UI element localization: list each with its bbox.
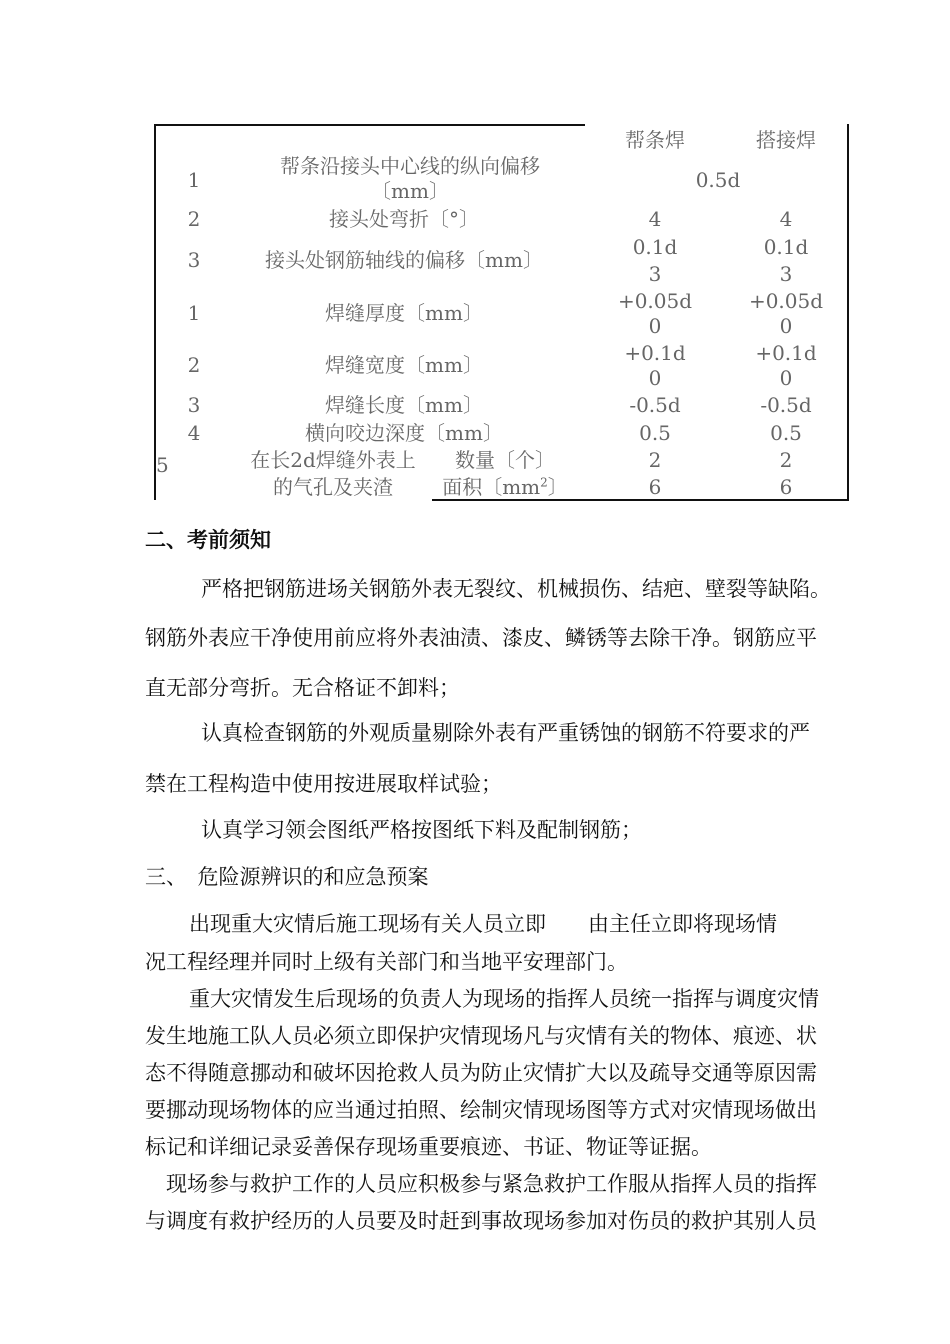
row-value-1-b: 3 <box>648 262 662 286</box>
row-number: 2 <box>187 207 201 231</box>
row-value-1: -0.5d <box>629 393 681 417</box>
table-left-border <box>154 124 156 500</box>
row-number: 3 <box>187 248 201 272</box>
row-value-2: 2 <box>779 448 793 472</box>
sub-item-area-prefix: 面积〔mm <box>442 475 541 499</box>
sub-item-area-sup: 2 <box>540 475 548 490</box>
paragraph-line: 禁在工程构造中使用按进展取样试验； <box>145 772 502 796</box>
row-value-1-a: 0.1d <box>632 235 678 259</box>
row-number: 1 <box>187 301 201 325</box>
row-value-2-b: 0 <box>779 314 793 338</box>
sub-item-area-suffix: 〕 <box>547 475 568 499</box>
row-item: 横向咬边深度〔mm〕 <box>305 421 503 445</box>
paragraph-line: 重大灾情发生后现场的负责人为现场的指挥人员统一指挥与调度灾情 <box>189 987 819 1011</box>
header-bangtiao-weld: 帮条焊 <box>625 128 685 152</box>
row-value-2-a: +0.05d <box>748 289 824 313</box>
row-value-2: 4 <box>779 207 793 231</box>
row-number: 2 <box>187 353 201 377</box>
row-number: 4 <box>187 421 201 445</box>
paragraph-line: 态不得随意挪动和破坏因抢救人员为防止灾情扩大以及疏导交通等原因需 <box>145 1061 817 1085</box>
section-heading: 三、 危险源辨识的和应急预案 <box>145 865 429 889</box>
row-item: 接头处钢筋轴线的偏移〔mm〕 <box>265 248 543 272</box>
row-value-1: 2 <box>648 448 662 472</box>
row-item: 在长2d焊缝外表上 <box>250 448 416 472</box>
row-number: 3 <box>187 393 201 417</box>
welding-tolerance-table <box>0 0 950 520</box>
section-heading: 二、考前须知 <box>145 527 271 552</box>
row-item-cont: 的气孔及夹渣 <box>273 475 393 499</box>
row-merged-value: 0.5d <box>695 168 741 192</box>
paragraph-line: 出现重大灾情后施工现场有关人员立即 由主任立即将现场情 <box>189 912 777 936</box>
row-item: 接头处弯折〔°〕 <box>329 207 479 231</box>
header-dajie-weld: 搭接焊 <box>756 128 816 152</box>
row-value-2: -0.5d <box>760 393 812 417</box>
row-value-2-a: 0.1d <box>763 235 809 259</box>
sub-item-count: 数量〔个〕 <box>455 448 555 472</box>
row-number: 1 <box>187 168 201 192</box>
paragraph-line: 认真检查钢筋的外观质量剔除外表有严重锈蚀的钢筋不符要求的严 <box>201 721 810 745</box>
row-value-1-b: 0 <box>648 366 662 390</box>
paragraph-line: 标记和详细记录妥善保存现场重要痕迹、书证、物证等证据。 <box>145 1135 712 1159</box>
paragraph-line: 现场参与救护工作的人员应积极参与紧急救护工作服从指挥人员的指挥 <box>166 1172 817 1196</box>
paragraph-line: 严格把钢筋进场关钢筋外表无裂纹、机械损伤、结疤、壁裂等缺陷。 <box>201 577 831 601</box>
table-top-border <box>154 124 585 126</box>
paragraph-line: 与调度有救护经历的人员要及时赶到事故现场参加对伤员的救护其别人员 <box>145 1209 817 1233</box>
row-item: 焊缝厚度〔mm〕 <box>325 301 483 325</box>
paragraph-line: 认真学习领会图纸严格按图纸下料及配制钢筋； <box>201 818 642 842</box>
row-value-1-a: +0.05d <box>617 289 693 313</box>
table-bottom-border <box>432 499 849 501</box>
row-value-2: 0.5 <box>770 421 802 445</box>
row-value-2-b: 3 <box>779 262 793 286</box>
row-value-2-a: +0.1d <box>755 341 817 365</box>
table-right-border <box>847 124 849 501</box>
row-value-1-a: +0.1d <box>624 341 686 365</box>
row-value-2-b: 0 <box>779 366 793 390</box>
row-value-2: 6 <box>779 475 793 499</box>
row-item-unit: 〔mm〕 <box>371 179 449 203</box>
sub-item-area <box>442 475 568 499</box>
paragraph-line: 况工程经理并同时上级有关部门和当地平安理部门。 <box>145 950 628 974</box>
row-value-1-b: 0 <box>648 314 662 338</box>
row-value-1: 6 <box>648 475 662 499</box>
row-item: 焊缝长度〔mm〕 <box>325 393 483 417</box>
paragraph-line: 发生地施工队人员必须立即保护灾情现场凡与灾情有关的物体、痕迹、状 <box>145 1024 817 1048</box>
row-value-1: 4 <box>648 207 662 231</box>
paragraph-line: 钢筋外表应干净使用前应将外表油渍、漆皮、鳞锈等去除干净。钢筋应平 <box>145 626 817 650</box>
row-number: 5 <box>156 453 169 477</box>
row-value-1: 0.5 <box>639 421 671 445</box>
row-item: 帮条沿接头中心线的纵向偏移 <box>280 154 540 178</box>
row-item: 焊缝宽度〔mm〕 <box>325 353 483 377</box>
paragraph-line: 直无部分弯折。无合格证不卸料； <box>145 676 460 700</box>
paragraph-line: 要挪动现场物体的应当通过拍照、绘制灾情现场图等方式对灾情现场做出 <box>145 1098 817 1122</box>
